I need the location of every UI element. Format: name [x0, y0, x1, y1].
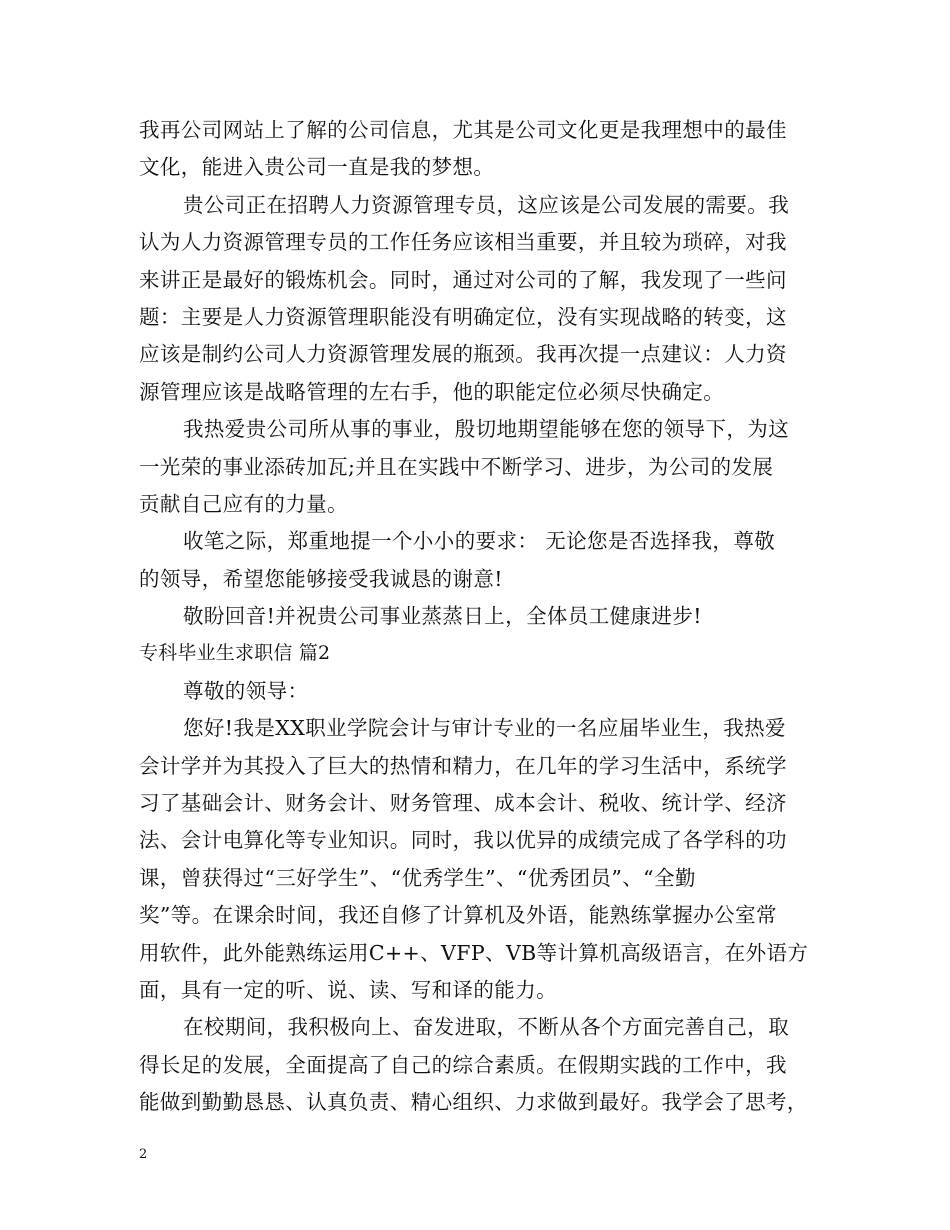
text-line: 一光荣的事业添砖加瓦;并且在实践中不断学习、进步，为公司的发展: [139, 454, 774, 479]
text-line: 尊敬的领导：: [183, 678, 309, 703]
text-line: 来讲正是最好的锻炼机会。同时，通过对公司的了解，我发现了一些问: [139, 267, 787, 292]
text-line: 能做到勤勤恳恳、认真负责、精心组织、力求做到最好。我学会了思考，: [139, 1090, 808, 1115]
text-line: 法、会计电算化等专业知识。同时，我以优异的成绩完成了各学科的功: [139, 828, 787, 853]
text-line: 贵公司正在招聘人力资源管理专员，这应该是公司发展的需要。我: [183, 192, 790, 217]
text-line: 会计学并为其投入了巨大的热情和精力，在几年的学习生活中，系统学: [139, 753, 787, 778]
text-line: 的领导，希望您能够接受我诚恳的谢意!: [139, 566, 503, 591]
text-line: 面，具有一定的听、说、读、写和译的能力。: [139, 977, 557, 1002]
text-line: 用软件，此外能熟练运用C++、VFP、VB等计算机高级语言，在外语方: [139, 940, 809, 965]
text-line: 认为人力资源管理专员的工作任务应该相当重要，并且较为琐碎，对我: [139, 230, 787, 255]
text-line: 得长足的发展，全面提高了自己的综合素质。在假期实践的工作中，我: [139, 1052, 787, 1077]
text-line: 贡献自己应有的力量。: [139, 491, 348, 516]
section-heading: 专科毕业生求职信 篇2: [139, 642, 331, 665]
text-line: 我再公司网站上了解的公司信息，尤其是公司文化更是我理想中的最佳: [139, 118, 787, 142]
text-line: 奖”等。在课余时间，我还自修了计算机及外语，能熟练掌握办公室常: [139, 903, 777, 928]
text-line: 我热爱贵公司所从事的事业，殷切地期望能够在您的领导下，为这: [183, 417, 790, 442]
text-line: 习了基础会计、财务会计、财务管理、成本会计、税收、统计学、经济: [139, 791, 787, 816]
text-line: 应该是制约公司人力资源管理发展的瓶颈。我再次提一点建议：人力资: [139, 342, 787, 367]
text-line: 课，曾获得过“三好学生”、“优秀学生”、“优秀团员”、“全勤: [139, 865, 696, 890]
page-number: 2: [139, 1147, 148, 1162]
text-line: 在校期间，我积极向上、奋发进取，不断从各个方面完善自己，取: [183, 1015, 790, 1040]
text-line: 源管理应该是战略管理的左右手，他的职能定位必须尽快确定。: [139, 379, 725, 404]
text-line: 题：主要是人力资源管理职能没有明确定位，没有实现战略的转变，这: [139, 304, 787, 329]
text-line: 敬盼回音!并祝贵公司事业蒸蒸日上，全体员工健康进步!: [183, 604, 702, 629]
document-body: [139, 112, 823, 1122]
text-line: 文化，能进入贵公司一直是我的梦想。: [139, 155, 495, 180]
text-line: 您好!我是XX职业学院会计与审计专业的一名应届毕业生，我热爱: [183, 716, 786, 741]
text-line: 收笔之际，郑重地提一个小小的要求： 无论您是否选择我，尊敬: [183, 529, 776, 554]
